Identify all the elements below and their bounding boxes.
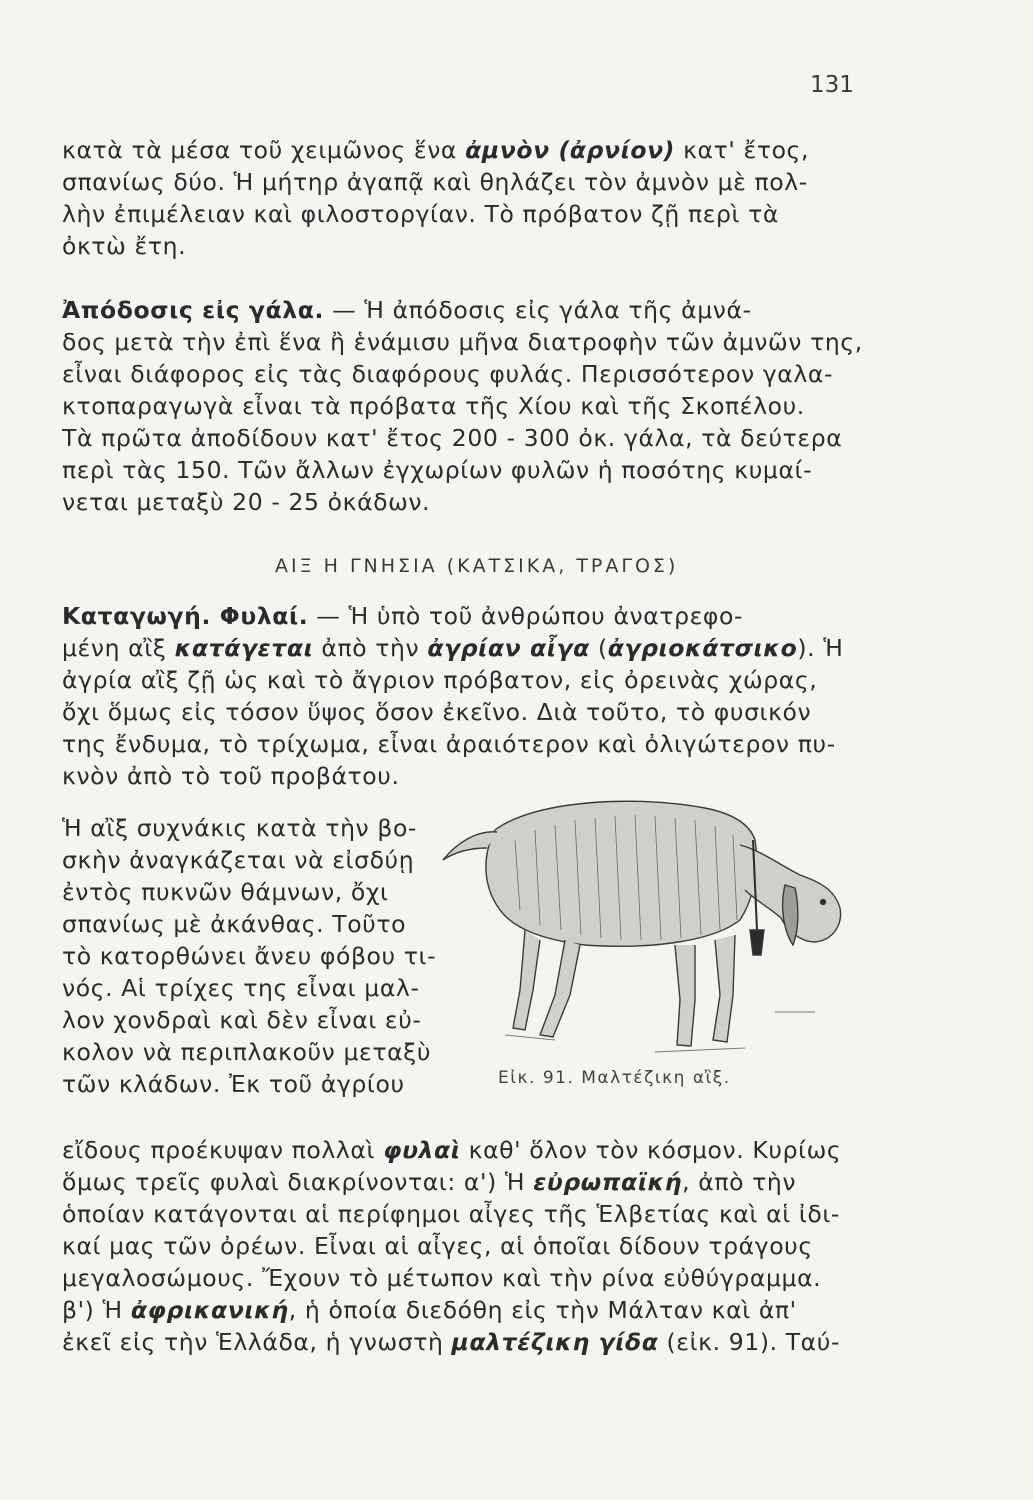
text-line: νός. Αἱ τρίχες της εἶναι μαλ- [62,974,420,1002]
text-line: καί μας τῶν ὀρέων. Εἶναι αἱ αἶγες, αἱ ὁποῖαι δίδουν τράγους [62,1232,813,1260]
paragraph-1 [62,134,892,262]
text-line: ὄχι ὅμως εἰς τόσον ὕψος ὅσον ἐκεῖνο. Διὰ τοῦτο, τὸ φυσικόν [62,698,812,726]
text-line: κτοπαραγωγὰ εἶναι τὰ πρόβατα τῆς Χίου καὶ τῆς Σκοπέλου. [62,392,805,420]
text-line: λον χονδραὶ καὶ δὲν εἶναι εὐ- [62,1006,422,1034]
text-line: Τὰ πρῶτα ἀποδίδουν κατ' ἔτος 200 - 300 ὀκ. γάλα, τὰ δεύτερα [62,424,843,452]
text-line: ὀκτὼ ἔτη. [62,232,187,260]
paragraph-heading: Ἀπόδοσις εἰς γάλα. [62,296,325,324]
emphasis: ἀγριοκάτσικο [607,634,798,662]
paragraph-heading: Καταγωγή. Φυλαί. [62,602,309,630]
text-line: εἶναι διάφορος εἰς τὰς διαφόρους φυλάς. Περισσότερον γαλα- [62,360,834,388]
emphasis: ἀφρικανική [130,1296,289,1324]
text-line: κατὰ τὰ μέσα τοῦ χειμῶνος ἕνα ἀμνὸν (ἀρνίον) κατ' ἔτος, [62,136,810,164]
text-line: Ἡ αἲξ συχνάκις κατὰ τὴν βο- [62,814,418,842]
emphasis: φυλαὶ [383,1136,461,1164]
text-line: της ἔνδυμα, τὸ τρίχωμα, εἶναι ἀραιότερον καὶ ὀλιγώτερον πυ- [62,730,836,758]
text-line: σπανίως μὲ ἀκάνθας. Τοῦτο [62,910,407,938]
text-line: ἐκεῖ εἰς τὴν Ἑλλάδα, ἡ γνωστὴ μαλτέζικη γίδα (εἰκ. 91). Ταύ- [62,1328,841,1356]
text-line: τῶν κλάδων. Ἐκ τοῦ ἀγρίου [62,1070,405,1098]
text-line: κνὸν ἀπὸ τὸ τοῦ προβάτου. [62,762,400,790]
text-line: ὁποίαν κατάγονται αἱ περίφημοι αἶγες τῆς Ἑλβετίας καὶ αἱ ἰδι- [62,1200,840,1228]
text-line: κολον νὰ περιπλακοῦν μεταξὺ [62,1038,432,1066]
figure-caption: Εἰκ. 91. Μαλτέζικη αἲξ. [498,1068,731,1088]
text-line: νεται μεταξὺ 20 - 25 ὀκάδων. [62,488,431,516]
text-line: ἀγρία αἲξ ζῇ ὡς καὶ τὸ ἄγριον πρόβατον, εἰς ὀρεινὰς χώρας, [62,666,818,694]
text-line: ἐντὸς πυκνῶν θάμνων, ὄχι [62,878,389,906]
text-line: δος μετὰ τὴν ἐπὶ ἕνα ἢ ἑνάμισυ μῆνα διατροφὴν τῶν ἀμνῶν της, [62,328,863,356]
paragraph-4-narrow [62,812,437,1100]
emphasis: μαλτέζικη γίδα [451,1328,659,1356]
text-line: τὸ κατορθώνει ἄνευ φόβου τι- [62,942,437,970]
paragraph-4-full [62,1134,892,1358]
page-number: 131 [810,72,854,98]
text-line: β') Ἡ ἀφρικανική, ἡ ὁποία διεδόθη εἰς τὴν Μάλταν καὶ ἀπ' [62,1296,797,1324]
paragraph-2 [62,294,892,518]
text-line: λὴν ἐπιμέλειαν καὶ φιλοστοργίαν. Τὸ πρόβατον ζῇ περὶ τὰ [62,200,779,228]
figure-goat [415,790,875,1090]
emphasis: κατάγεται [174,634,314,662]
text-line: Ἀπόδοσις εἰς γάλα. — Ἡ ἀπόδοσις εἰς γάλα τῆς ἀμνά- [62,296,752,324]
emphasis: εὐρωπαϊκή [533,1168,683,1196]
paragraph-3 [62,600,892,792]
text-line: μένη αἲξ κατάγεται ἀπὸ τὴν ἀγρίαν αἶγα (ἀγριοκάτσικο). Ἡ [62,634,844,662]
text-line: εἴδους προέκυψαν πολλαὶ φυλαὶ καθ' ὅλον τὸν κόσμον. Κυρίως [62,1136,842,1164]
section-title: ΑΙΞ Η ΓΝΗΣΙΑ (ΚΑΤΣΙΚΑ, ΤΡΑΓΟΣ) [275,555,679,577]
maltese-goat-illustration-icon [415,790,875,1090]
text-line: περὶ τὰς 150. Τῶν ἄλλων ἐγχωρίων φυλῶν ἡ ποσότης κυμαί- [62,456,813,484]
text-line: μεγαλοσώμους. Ἔχουν τὸ μέτωπον καὶ τὴν ρίνα εὐθύγραμμα. [62,1264,822,1292]
text-line: σπανίως δύο. Ἡ μήτηρ ἀγαπᾷ καὶ θηλάζει τὸν ἀμνὸν μὲ πολ- [62,168,808,196]
emphasis: ἀμνὸν (ἀρνίον) [465,136,676,164]
text-line: Καταγωγή. Φυλαί. — Ἡ ὑπὸ τοῦ ἀνθρώπου ἀνατρεφο- [62,602,744,630]
text-line: ὅμως τρεῖς φυλαὶ διακρίνονται: α') Ἡ εὐρωπαϊκή, ἀπὸ τὴν [62,1168,797,1196]
text-line: σκὴν ἀναγκάζεται νὰ εἰσδύῃ [62,846,415,874]
emphasis: ἀγρίαν αἶγα [427,634,590,662]
